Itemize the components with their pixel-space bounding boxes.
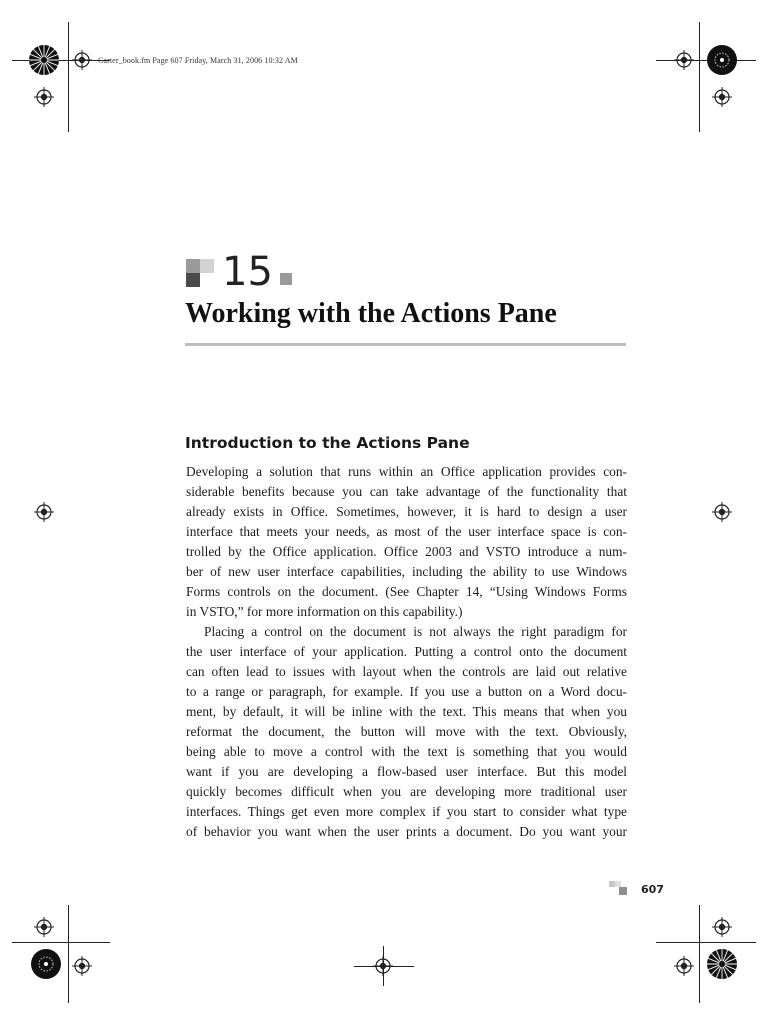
chapter-decoration-squares <box>186 259 216 289</box>
text-line: quickly becomes difficult when you are developing more traditional user <box>186 784 627 799</box>
crop-mark <box>699 905 700 1003</box>
crop-mark <box>12 60 110 61</box>
registration-mark-icon <box>373 956 393 976</box>
text-line: trolled by the Office application. Office 2003 and VSTO introduce a num- <box>186 544 627 559</box>
print-header-info: Carter_book.fm Page 607 Friday, March 31, 2006 10:32 AM <box>98 56 298 65</box>
text-line: can often lead to issues with layout when the controls are laid out relative <box>186 664 627 679</box>
chapter-title: Working with the Actions Pane <box>185 298 557 329</box>
text-line: of behavior you want when the user prints a document. Do you want your <box>186 824 627 839</box>
text-line: to a range or paragraph, for example. If you use a button on a Word docu- <box>186 684 627 699</box>
chapter-number: 15 <box>222 249 273 295</box>
star-target-icon <box>706 44 738 76</box>
registration-mark-icon <box>34 917 54 937</box>
text-line: the user interface of your application. Putting a control onto the document <box>186 644 627 659</box>
chapter-number-square <box>280 273 292 285</box>
crop-mark <box>656 942 756 943</box>
body-text <box>186 462 627 842</box>
registration-mark-icon <box>712 502 732 522</box>
text-line: siderable benefits because you can take advantage of the functionality that <box>186 484 627 499</box>
text-line: interface that meets your needs, as most of the user interface space is con- <box>186 524 627 539</box>
text-line: being able to move a control with the text is something that you would <box>186 744 627 759</box>
text-line: Placing a control on the document is not always the right paradigm for <box>204 624 627 639</box>
footer-decoration-squares <box>609 881 629 897</box>
text-line: in VSTO,” for more information on this capability.) <box>186 604 463 619</box>
registration-mark-icon <box>34 87 54 107</box>
text-line: Forms controls on the document. (See Chapter 14, “Using Windows Forms <box>186 584 627 599</box>
text-line: ber of new user interface capabilities, including the ability to use Windows <box>186 564 627 579</box>
section-heading: Introduction to the Actions Pane <box>185 434 470 452</box>
crop-mark <box>699 22 700 132</box>
crop-mark <box>68 22 69 132</box>
star-target-icon <box>706 948 738 980</box>
registration-mark-icon <box>72 50 92 70</box>
registration-mark-icon <box>712 917 732 937</box>
text-line: interfaces. Things get even more complex if you start to consider what type <box>186 804 627 819</box>
text-line: already exists in Office. Sometimes, however, it is hard to design a user <box>186 504 627 519</box>
text-line: reformat the document, the button will move with the text. Obviously, <box>186 724 627 739</box>
star-target-icon <box>28 44 60 76</box>
registration-mark-icon <box>674 956 694 976</box>
chapter-title-rule <box>185 343 626 346</box>
registration-mark-icon <box>34 502 54 522</box>
text-line: want if you are developing a flow-based user interface. But this model <box>186 764 627 779</box>
crop-mark <box>68 905 69 1003</box>
text-line: ment, by default, it will be inline with the text. This means that when you <box>186 704 627 719</box>
page-number: 607 <box>641 883 664 896</box>
star-target-icon <box>30 948 62 980</box>
paragraph <box>186 462 627 622</box>
crop-mark <box>12 942 110 943</box>
registration-mark-icon <box>674 50 694 70</box>
paragraph <box>186 622 627 842</box>
registration-mark-icon <box>712 87 732 107</box>
text-line: Developing a solution that runs within an Office application provides con- <box>186 464 627 479</box>
registration-mark-icon <box>72 956 92 976</box>
